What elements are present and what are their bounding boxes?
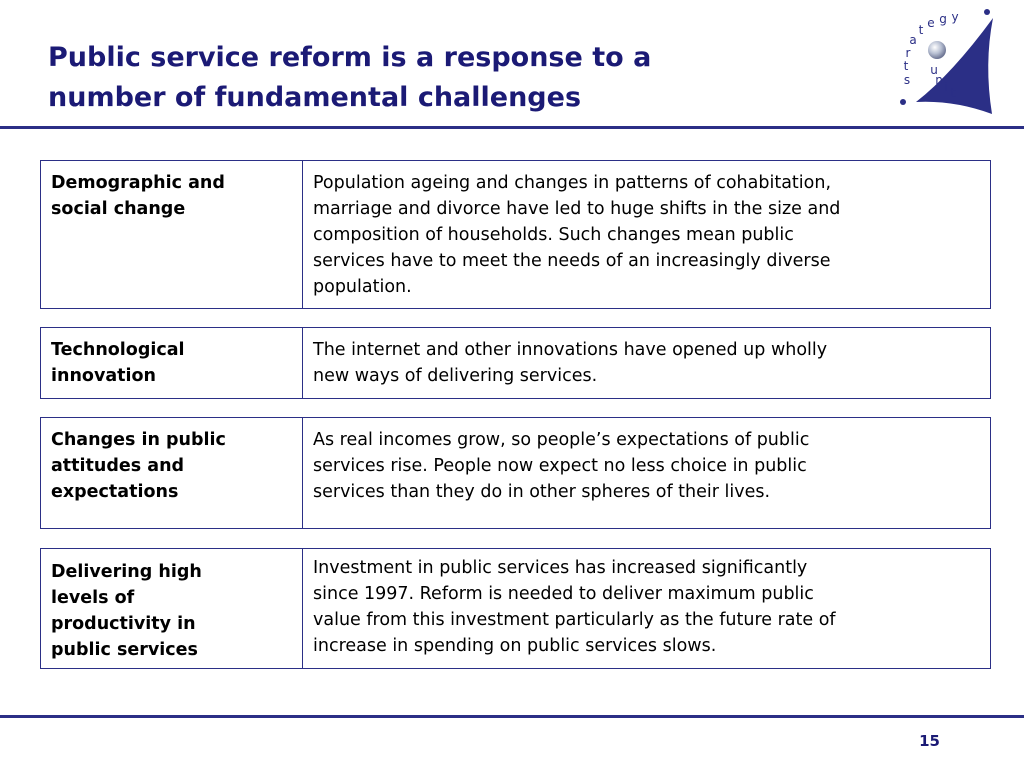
challenge-description	[303, 418, 990, 528]
challenge-description-line: since 1997. Reform is needed to deliver maximum public	[313, 584, 814, 604]
logo-letter: t	[950, 86, 956, 100]
challenge-description-line: services than they do in other spheres of their lives.	[313, 482, 771, 502]
challenge-description	[303, 549, 990, 668]
challenge-description-line: services rise. People now expect no less choice in public	[313, 456, 807, 476]
challenge-label	[41, 161, 303, 308]
challenge-description-line: composition of households. Such changes mean public	[313, 225, 794, 245]
challenge-label-line: expectations	[51, 482, 179, 502]
challenge-label-line: social change	[51, 199, 186, 219]
logo-letter: g	[939, 12, 947, 26]
challenge-row-demographic	[40, 160, 991, 309]
logo-letter: s	[903, 73, 911, 87]
logo-letter: y	[951, 10, 959, 24]
challenge-description	[303, 328, 990, 398]
challenge-description-line: marriage and divorce have led to huge shifts in the size and	[313, 199, 841, 219]
logo-letter: e	[927, 16, 935, 30]
header-divider	[0, 126, 1024, 129]
challenge-description-line: services have to meet the needs of an increasingly diverse	[313, 251, 831, 271]
slide-title	[48, 38, 848, 118]
challenge-label-line: Technological	[51, 340, 185, 360]
challenge-description-line: new ways of delivering services.	[313, 366, 598, 386]
challenge-label	[41, 328, 303, 398]
challenge-label-line: levels of	[51, 588, 135, 608]
logo-letter: t	[903, 59, 909, 73]
challenge-description-line: population.	[313, 277, 412, 297]
challenge-label-line: attitudes and	[51, 456, 185, 476]
challenge-label-line: Changes in public	[51, 430, 226, 450]
strategy-unit-logo	[880, 4, 1004, 122]
challenge-label	[41, 549, 303, 668]
challenge-description-line: value from this investment particularly as the future rate of	[313, 610, 836, 630]
challenge-label-line: Demographic and	[51, 173, 225, 193]
challenge-row-technology	[40, 327, 991, 399]
challenge-row-productivity	[40, 548, 991, 669]
challenge-label-line: public services	[51, 640, 198, 660]
logo-dot	[900, 99, 906, 105]
challenge-description	[303, 161, 990, 308]
logo-letter: a	[909, 33, 917, 47]
challenge-label	[41, 418, 303, 528]
page-number: 15	[919, 732, 940, 750]
logo-sphere	[928, 41, 946, 59]
challenge-label-line: Delivering high	[51, 562, 202, 582]
challenge-description-line: Population ageing and changes in patterns of cohabitation,	[313, 173, 832, 193]
challenge-description-line: increase in spending on public services slows.	[313, 636, 717, 656]
logo-dot	[984, 9, 990, 15]
slide-title-line: number of fundamental challenges	[48, 82, 582, 113]
challenge-label-line: productivity in	[51, 614, 196, 634]
footer-divider	[0, 715, 1024, 718]
challenge-label-line: innovation	[51, 366, 156, 386]
logo-letter: u	[930, 63, 938, 77]
slide-title-line: Public service reform is a response to a	[48, 42, 652, 73]
challenge-description-line: The internet and other innovations have opened up wholly	[313, 340, 828, 360]
logo-letter: r	[905, 46, 911, 60]
logo-letter: n	[935, 73, 943, 87]
challenge-row-attitudes	[40, 417, 991, 529]
challenge-description-line: As real incomes grow, so people’s expectations of public	[313, 430, 810, 450]
logo-letter: i	[944, 80, 948, 94]
logo-letter: t	[918, 23, 924, 37]
challenge-description-line: Investment in public services has increased significantly	[313, 558, 808, 578]
